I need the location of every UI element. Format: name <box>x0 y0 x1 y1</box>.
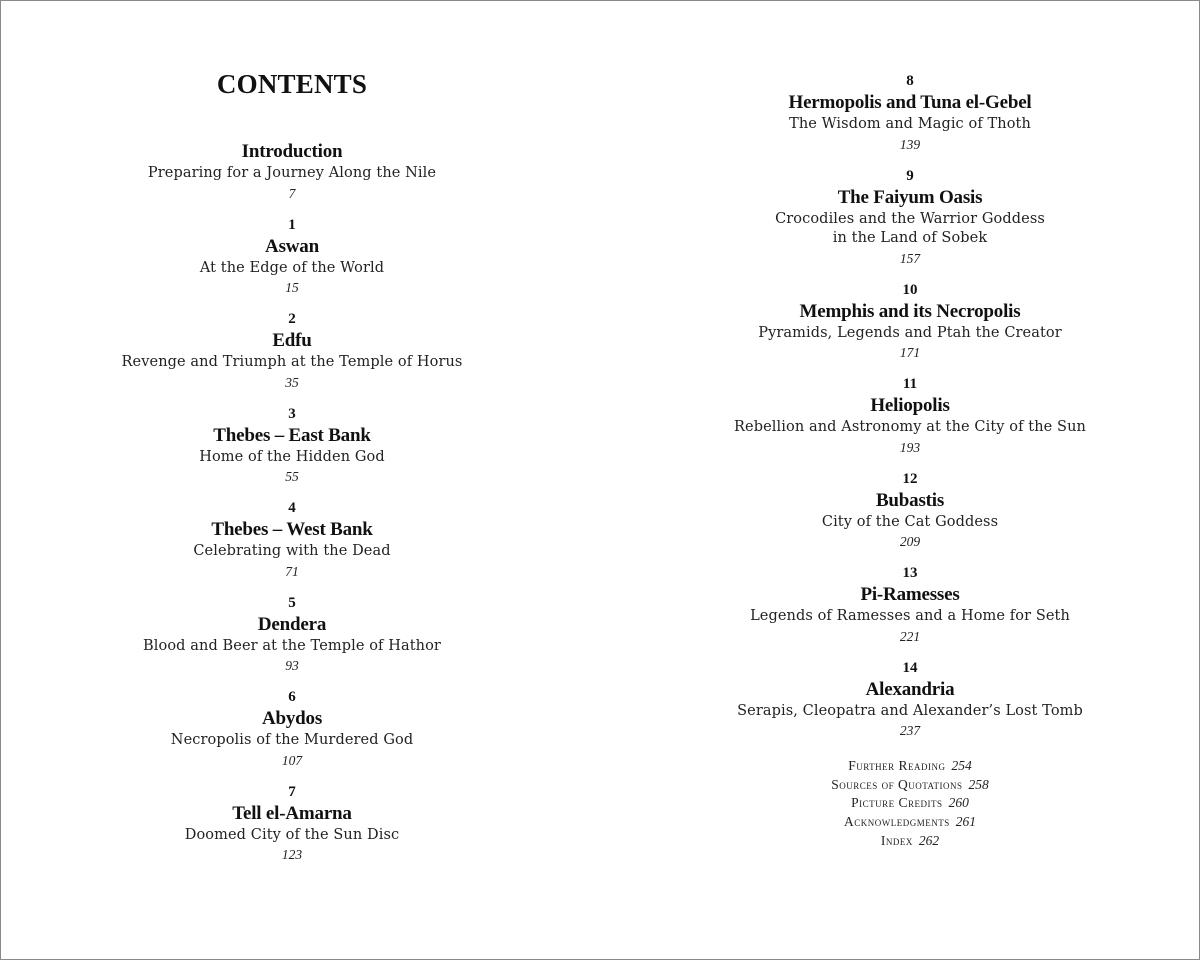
toc-entry-chapter-6[interactable] <box>101 687 483 770</box>
toc-entry-chapter-13[interactable] <box>710 563 1110 646</box>
chapter-number: 5 <box>288 594 296 611</box>
chapter-title: Alexandria <box>865 678 955 700</box>
chapter-title: Bubastis <box>875 489 945 511</box>
chapter-subtitle: Revenge and Triumph at the Temple of Horus <box>121 354 463 370</box>
backmatter-label: Acknowledgments <box>844 814 950 830</box>
page-number: 123 <box>281 847 303 862</box>
backmatter-label: Further Reading <box>848 758 946 773</box>
chapter-number: 8 <box>906 73 914 89</box>
chapter-subtitle: Home of the Hidden God <box>199 448 385 465</box>
chapter-number: 11 <box>902 376 918 392</box>
toc-list-left <box>101 140 483 876</box>
page-number: 258 <box>968 776 989 792</box>
chapter-title: Hermopolis and Tuna el-Gebel <box>788 92 1032 113</box>
chapter-number: 12 <box>902 470 918 487</box>
toc-entry-chapter-2[interactable] <box>101 309 483 392</box>
toc-entry-chapter-10[interactable] <box>710 280 1110 363</box>
chapter-subtitle: At the Edge of the World <box>199 259 385 276</box>
backmatter-label: Picture Credits <box>851 795 943 811</box>
chapter-number: 3 <box>288 405 296 422</box>
page-number: 261 <box>955 814 976 830</box>
chapter-title: Thebes – West Bank <box>211 519 373 540</box>
chapter-number: 10 <box>902 281 918 298</box>
toc-entry-chapter-3[interactable] <box>101 404 483 487</box>
chapter-number: 13 <box>902 565 918 581</box>
chapter-subtitle: Celebrating with the Dead <box>193 543 391 559</box>
backmatter-index[interactable] <box>710 832 1110 851</box>
backmatter-label: Sources of Quotations <box>831 776 963 792</box>
page-number: 209 <box>899 534 921 549</box>
page-number: 262 <box>918 832 940 848</box>
chapter-number: 4 <box>288 500 296 516</box>
chapter-title: Abydos <box>261 708 323 729</box>
backmatter-sources-of-quotations[interactable] <box>710 776 1110 795</box>
chapter-subtitle: Preparing for a Journey Along the Nile <box>147 165 437 181</box>
toc-entry-chapter-14[interactable] <box>710 658 1110 741</box>
toc-entry-chapter-5[interactable] <box>101 593 483 676</box>
toc-entry-chapter-12[interactable] <box>710 469 1110 552</box>
chapter-subtitle: City of the Cat Goddess <box>821 513 999 530</box>
chapter-title: Edfu <box>272 330 312 351</box>
chapter-title: Pi-Ramesses <box>860 584 960 605</box>
chapter-title: Heliopolis <box>870 395 950 416</box>
page-number: 171 <box>899 345 921 360</box>
chapter-number: 1 <box>288 216 296 233</box>
chapter-title: Aswan <box>265 235 319 257</box>
page-number: 139 <box>899 136 921 152</box>
chapter-subtitle: The Wisdom and Magic of Thoth <box>789 116 1031 132</box>
chapter-subtitle-line-2: in the Land of Sobek <box>832 230 988 246</box>
page-number: 35 <box>285 374 299 390</box>
chapter-number: 9 <box>906 167 914 184</box>
page-number: 221 <box>899 628 921 644</box>
toc-entry-introduction[interactable] <box>101 140 483 203</box>
page-title: CONTENTS <box>216 69 368 99</box>
toc-entry-chapter-1[interactable] <box>101 215 483 298</box>
chapter-number: 7 <box>288 783 296 800</box>
chapter-subtitle: Necropolis of the Murdered God <box>170 732 414 748</box>
backmatter-further-reading[interactable] <box>710 757 1110 776</box>
page-number: 237 <box>899 723 921 738</box>
chapter-title: Thebes – East Bank <box>213 424 371 446</box>
chapter-title: The Faiyum Oasis <box>837 186 983 208</box>
chapter-title: Introduction <box>241 141 343 162</box>
page-number: 260 <box>948 795 969 811</box>
page-number: 193 <box>899 439 921 455</box>
page-number: 71 <box>285 563 299 579</box>
chapter-number: 6 <box>288 689 296 705</box>
chapter-title: Tell el-Amarna <box>232 802 352 824</box>
chapter-number: 14 <box>902 659 918 676</box>
page-number: 107 <box>281 752 303 768</box>
backmatter-acknowledgments[interactable] <box>710 813 1110 832</box>
chapter-title: Memphis and its Necropolis <box>799 300 1021 322</box>
toc-entry-chapter-9[interactable] <box>710 166 1110 268</box>
chapter-subtitle: Blood and Beer at the Temple of Hathor <box>143 637 441 654</box>
page-number: 93 <box>285 658 299 673</box>
chapter-subtitle: Serapis, Cleopatra and Alexander’s Lost Tomb <box>737 702 1083 719</box>
page-number: 15 <box>285 280 299 295</box>
chapter-title: Dendera <box>257 613 327 635</box>
page-number: 7 <box>288 185 296 201</box>
page-number: 157 <box>899 250 921 266</box>
chapter-subtitle: Rebellion and Astronomy at the City of the Sun <box>734 419 1086 435</box>
backmatter-picture-credits[interactable] <box>710 794 1110 813</box>
chapter-subtitle: Doomed City of the Sun Disc <box>184 826 400 843</box>
toc-entry-chapter-7[interactable] <box>101 782 483 865</box>
toc-list-right <box>710 71 1110 752</box>
toc-entry-chapter-4[interactable] <box>101 498 483 581</box>
chapter-subtitle: Legends of Ramesses and a Home for Seth <box>750 608 1070 624</box>
page-number: 254 <box>951 758 972 773</box>
back-matter-list <box>710 757 1110 851</box>
page-number: 55 <box>285 469 299 484</box>
chapter-subtitle: Crocodiles and the Warrior Goddess <box>775 210 1045 227</box>
backmatter-label: Index <box>880 832 913 848</box>
toc-entry-chapter-8[interactable] <box>710 71 1110 154</box>
chapter-number: 2 <box>288 311 296 327</box>
chapter-subtitle: Pyramids, Legends and Ptah the Creator <box>758 324 1062 341</box>
toc-entry-chapter-11[interactable] <box>710 374 1110 457</box>
